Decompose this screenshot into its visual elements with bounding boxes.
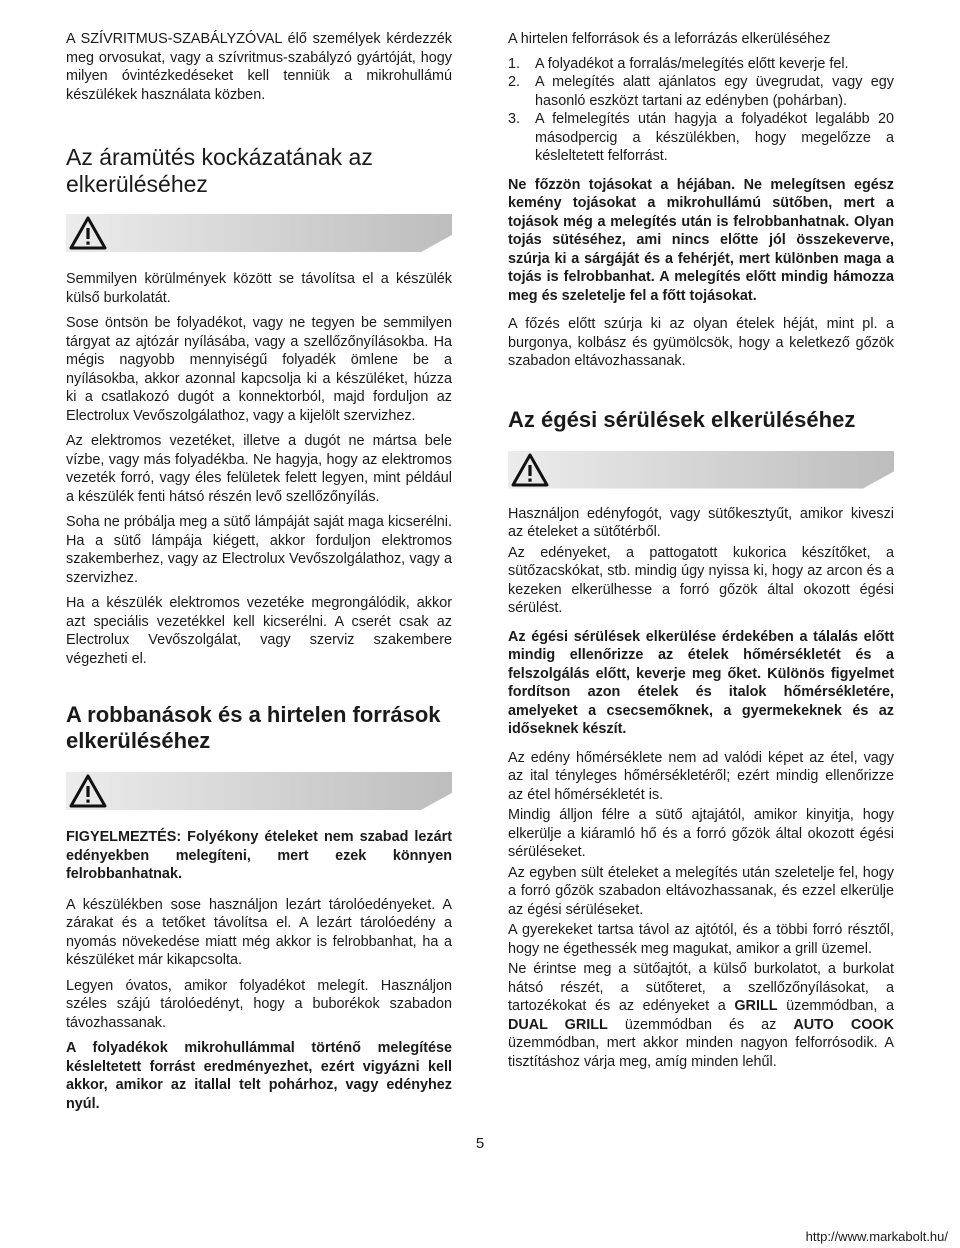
warning-bar bbox=[66, 772, 452, 810]
explosion-paragraph-3: A folyadékok mikrohullámmal történő melegítése késleltetett forrást eredményezhet, ezért vigyázni kell akkor, amikor az itallal telt pohárhoz, vagy edényhez nyúl. bbox=[66, 1040, 452, 1112]
boil-steps bbox=[508, 55, 894, 166]
explosion-paragraph-1: A készülékben sose használjon lezárt tárolóedényeket. A zárakat és a tetőket távolítsa el. A lezárt tárolóedény a nyomás növekedése miatt még akkor is felrobbanhat, ha a készüléket már kikapcsolta. bbox=[66, 896, 452, 968]
shock-heading: Az áramütés kockázatának az elkerüléséhez bbox=[66, 144, 373, 197]
pacemaker-intro: A SZÍVRITMUS-SZABÁLYZÓVAL élő személyek kérdezzék meg orvosukat, vagy a szívritmus-szabályzó gyártóját, hogy milyen óvintézkedéseket kell tenniük a mikrohullámú készülékek használata közben. bbox=[66, 31, 452, 103]
boil-title: A hirtelen felforrások és a leforrázás elkerüléséhez bbox=[508, 31, 831, 47]
burn-paragraph-4: Mindig álljon félre a sütő ajtajától, amikor kinyitja, hogy elkerülje a kiáramló hő és a forró gőzök által okozott égési sérüléseket. bbox=[508, 807, 894, 860]
burn-paragraph-7: Ne érintse meg a sütőajtót, a külső burkolatot, a burkolat hátsó részét, a sütőteret, a szellőzőnyílásokat, a tartozékokat és az edényeket a GRILL üzemmódban, a DUAL GRILL üzemmódban és az AUTO COOK üzemmódban, mert akkor minden nagyon felforrósodik. A tisztításhoz várja meg, amíg minden lehűl. bbox=[508, 961, 894, 1070]
explosion-warning: FIGYELMEZTÉS: Folyékony ételeket nem szabad lezárt edényekben melegíteni, mert ezek könnyen felrobbanhatnak. bbox=[66, 829, 452, 882]
burn-bold-paragraph: Az égési sérülések elkerülése érdekében a tálalás előtt mindig ellenőrizze az ételek hőmérsékletét és a felszolgálás előtt, keverje meg őket. Különös figyelmet fordítson azon ételek és italok hőmérsékletére, amelyeket a csecsemőknek, a gyermekeknek és az időseknek készít. bbox=[508, 628, 894, 737]
right-column bbox=[508, 30, 894, 1078]
shock-paragraph-1: Semmilyen körülmények között se távolítsa el a készülék külső burkolatát. bbox=[66, 271, 452, 306]
page-number: 5 bbox=[475, 1135, 485, 1152]
list-item: 2. A melegítés alatt ajánlatos egy üvegrudat, vagy egy hasonló eszközt tartani az edényben (pohárban). bbox=[508, 74, 894, 109]
shock-paragraph-5: Ha a készülék elektromos vezetéke megrongálódik, akkor azt speciális vezetékkel kell kicserélni. A cserét csak az Electrolux Vevőszolgálat, vagy szerviz szakembere végezheti el. bbox=[66, 595, 452, 667]
explosion-heading: A robbanások és a hirtelen források elkerüléséhez bbox=[66, 702, 441, 753]
pierce-paragraph: A főzés előtt szúrja ki az olyan ételek héját, mint pl. a burgonya, kolbász és gyümölcsök, hogy a keletkező gőzök szabadon eltávozhassanak. bbox=[508, 316, 894, 369]
left-column bbox=[66, 30, 452, 1120]
burn-paragraph-5: Az egyben sült ételeket a melegítés után szeletelje fel, hogy a forró gőzök szabadon eltávozhassanak, és ezzel elkerülje az égési sérüléseket. bbox=[508, 864, 894, 918]
list-item: 1. A folyadékot a forralás/melegítés előtt keverje fel. bbox=[508, 55, 849, 72]
explosion-paragraph-2: Legyen óvatos, amikor folyadékot melegít. Használjon széles szájú tárolóedényt, hogy a buborékok szabadon távozhassanak. bbox=[66, 977, 452, 1031]
footer-url[interactable]: http://www.markabolt.hu/ bbox=[805, 1229, 948, 1244]
burn-paragraph-1: Használjon edényfogót, vagy sütőkesztyűt, amikor kiveszi az ételeket a sütőtérből. bbox=[508, 505, 894, 540]
warning-triangle-icon bbox=[68, 773, 108, 809]
warning-bar bbox=[508, 451, 894, 489]
shock-paragraph-3: Az elektromos vezetéket, illetve a dugót ne mártsa bele vízbe, vagy más folyadékba. Ne hagyja, hogy az elektromos vezeték forró, vagy éles felületek felett legyen, mint például a készülék fenti hátsó részén levő szellőzőnyílás. bbox=[66, 433, 452, 505]
list-item: 3. A felmelegítés után hagyja a folyadékot legalább 20 másodpercig a készülékben, hogy megelőzze a késleltetett felforrást. bbox=[508, 111, 894, 164]
warning-triangle-icon bbox=[510, 452, 550, 488]
eggs-warning: Ne főzzön tojásokat a héjában. Ne melegítsen egész kemény tojásokat a mikrohullámú sütőben, mert a tojások még a melegítés után is felrobbanhatnak. Olyan tojás sütéséhez, ami nincs előtte jól összekeverve, szúrja ki a sárgáját és a fehérjét, mert különben maga a tojás is felrobbanhat. A melegítés előtt mindig hámozza meg és szeletelje fel a főtt tojásokat. bbox=[508, 176, 894, 304]
burn-paragraph-3: Az edény hőmérséklete nem ad valódi képet az étel, vagy az ital tényleges hőmérsékletéről; ezért mindig ellenőrizze az étel hőmérsékletét is. bbox=[508, 749, 894, 803]
shock-paragraph-2: Sose öntsön be folyadékot, vagy ne tegyen be semmilyen tárgyat az ajtózár nyílásába, vagy a szellőzőnyílásokba. Ha mégis nagyobb mennyiségű folyadék ömlene be a nyílásokba, akkor azonnal kapcsolja ki a készüléket, húzza ki a csatlakozó dugót a konnektorból, majd forduljon az Electrolux Vevőszolgálathoz, vagy a kijelölt szervizhez. bbox=[66, 315, 452, 424]
shock-paragraph-4: Soha ne próbálja meg a sütő lámpáját saját maga kicserélni. Ha a sütő lámpája kiégett, akkor forduljon elektromos szakemberhez, vagy az Electrolux Vevőszolgálathoz, vagy a szervizhez. bbox=[66, 514, 452, 586]
warning-triangle-icon bbox=[68, 215, 108, 251]
burn-paragraph-6: A gyerekeket tartsa távol az ajtótól, és a többi forró résztől, hogy ne égethessék meg magukat, amikor a grill üzemel. bbox=[508, 922, 894, 957]
warning-bar bbox=[66, 214, 452, 252]
burn-paragraph-2: Az edényeket, a pattogatott kukorica készítőket, a sütőzacskókat, stb. mindig úgy nyissa ki, hogy az arcon és a kezeken elkerülhesse a forró gőzök által okozott égési sérülést. bbox=[508, 544, 894, 616]
burn-heading: Az égési sérülések elkerüléséhez bbox=[508, 406, 856, 432]
